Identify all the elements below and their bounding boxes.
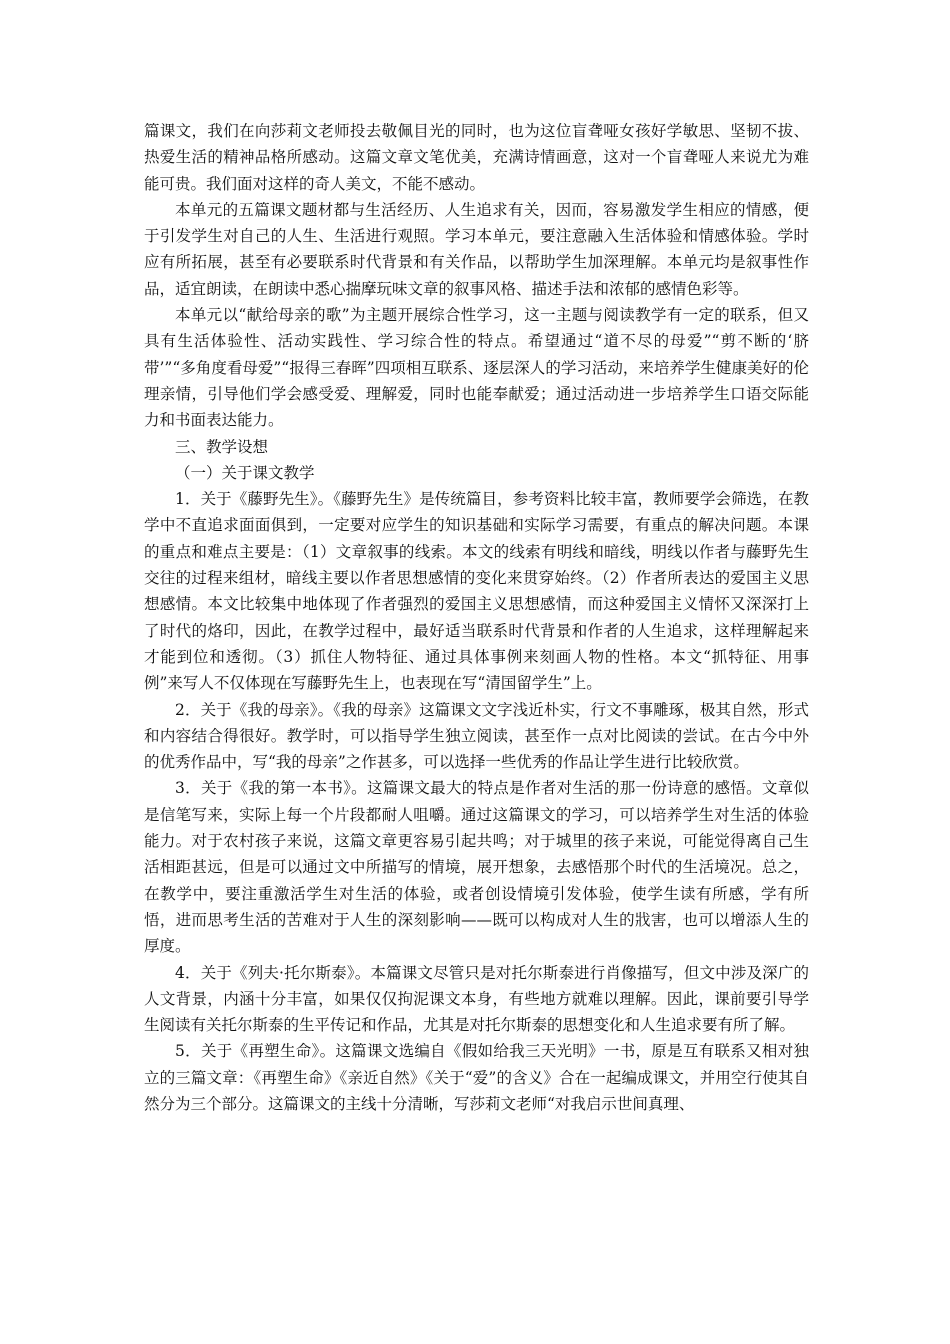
- paragraph-item-5: 5．关于《再塑生命》。这篇课文选编自《假如给我三天光明》一书，原是互有联系又相对独立的三篇文章：《再塑生命》《亲近自然》《关于“爱”的含义》合在一起编成课文，并用空行使其自然分为三个部分。这篇课文的主线十分清晰，写莎莉文老师“对我启示世间真理、: [144, 1042, 809, 1113]
- section-heading-teaching-ideas: 三、教学设想: [175, 437, 269, 456]
- document-body: [144, 118, 809, 1117]
- subsection-heading-text-teaching: （一）关于课文教学: [175, 463, 315, 482]
- paragraph-item-2: 2．关于《我的母亲》。《我的母亲》这篇课文文字浅近朴实，行文不事雕琢，极其自然，形式和内容结合得很好。教学时，可以指导学生独立阅读，甚至作一点对比阅读的尝试。在古今中外的优秀作品中，写“我的母亲”之作甚多，可以选择一些优秀的作品让学生进行比较欣赏。: [144, 700, 809, 772]
- paragraph-item-3: 3．关于《我的第一本书》。这篇课文最大的特点是作者对生活的那一份诗意的感悟。文章似是信笔写来，实际上每一个片段都耐人咀嚼。通过这篇课文的学习，可以培养学生对生活的体验能力。对于农村孩子来说，这篇文章更容易引起共鸣；对于城里的孩子来说，可能觉得离自己生活相距甚远，但是可以通过文中所描写的情境，展开想象，去感悟那个时代的生活境况。总之，在教学中，要注重激活学生对生活的体验，或者创设情境引发体验，使学生读有所感，学有所悟，进而思考生活的苦难对于人生的深刻影响——既可以构成对人生的戕害，也可以增添人生的厚度。: [144, 779, 809, 956]
- paragraph-item-4: 4．关于《列夫·托尔斯泰》。本篇课文尽管只是对托尔斯泰进行肖像描写，但文中涉及深广的人文背景，内涵十分丰富，如果仅仅拘泥课文本身，有些地方就难以理解。因此，课前要引导学生阅读有关托尔斯泰的生平传记和作品，尤其是对托尔斯泰的思想变化和人生追求要有所了解。: [144, 963, 809, 1035]
- paragraph-comprehensive-learning: 本单元以“献给母亲的歌”为主题开展综合性学习，这一主题与阅读教学有一定的联系，但又具有生活体验性、活动实践性、学习综合性的特点。希望通过“道不尽的母爱”“剪不断的‘脐带’”“多角度看母爱”“报得三春晖”四项相互联系、逐层深人的学习活动，来培养学生健康美好的伦理亲情，引导他们学会感受爱、理解爱，同时也能奉献爱；通过活动进一步培养学生口语交际能力和书面表达能力。: [144, 306, 809, 430]
- paragraph-continuation: 篇课文，我们在向莎莉文老师投去敬佩目光的同时，也为这位盲聋哑女孩好学敏思、坚韧不拔、热爱生活的精神品格所感动。这篇文章文笔优美，充满诗情画意，这对一个盲聋哑人来说尤为难能可贵。我们面对这样的奇人美文，不能不感动。: [144, 122, 809, 193]
- paragraph-unit-themes: 本单元的五篇课文题材都与生活经历、人生追求有关，因而，容易激发学生相应的情感，便于引发学生对自己的人生、生活进行观照。学习本单元，要注意融入生活体验和情感体验。学时应有所拓展，甚至有必要联系时代背景和有关作品，以帮助学生加深理解。本单元均是叙事性作品，适宜朗读，在朗读中悉心揣摩玩味文章的叙事风格、描述手法和浓郁的感情色彩等。: [144, 200, 809, 298]
- paragraph-item-1: 1．关于《藤野先生》。《藤野先生》是传统篇目，参考资料比较丰富，教师要学会筛选，在教学中不直追求面面俱到，一定要对应学生的知识基础和实际学习需要，有重点的解决问题。本课的重点和难点主要是：（1）文章叙事的线索。本文的线索有明线和暗线，明线以作者与藤野先生交往的过程来组材，暗线主要以作者思想感情的变化来贯穿始终。（2）作者所表达的爱国主义思想感情。本文比较集中地体现了作者强烈的爱国主义思想感情，而这种爱国主义情怀又深深打上了时代的烙印，因此，在教学过程中，最好适当联系时代背景和作者的人生追求，这样理解起来才能到位和透彻。（3）抓住人物特征、通过具体事例来刻画人物的性格。本文“抓特征、用事例”来写人不仅体现在写藤野先生上，也表现在写“清国留学生”上。: [144, 490, 809, 693]
